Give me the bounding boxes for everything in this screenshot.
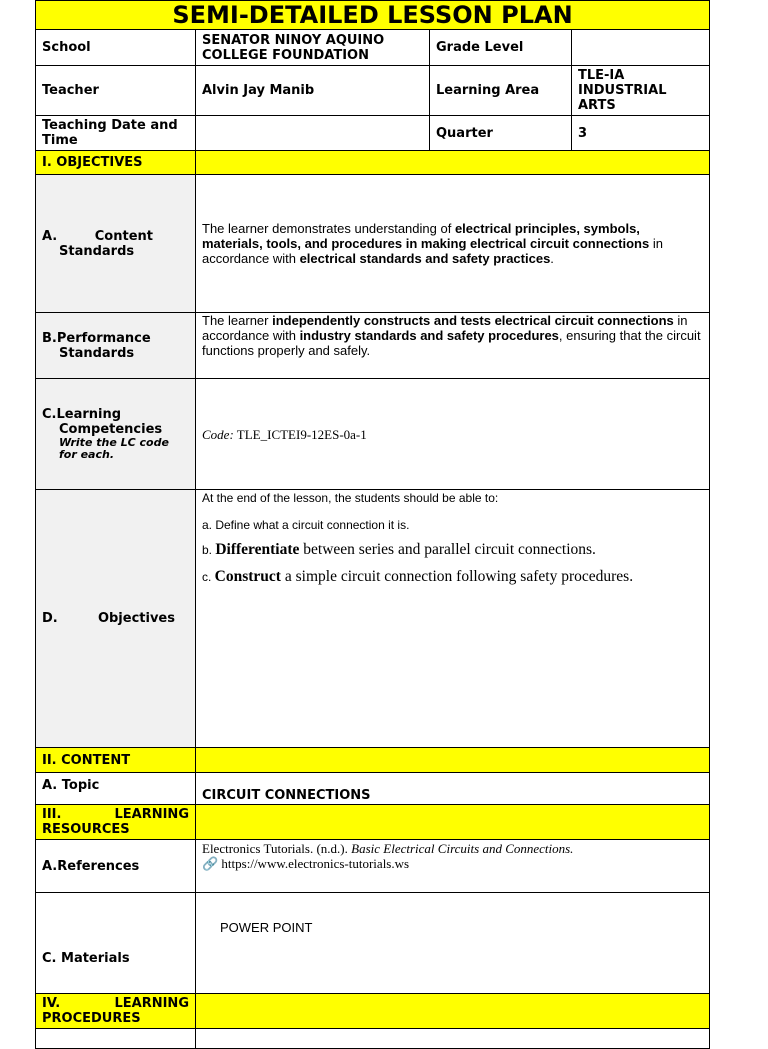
materials-value: POWER POINT xyxy=(196,893,710,994)
learning-area-label: Learning Area xyxy=(430,66,572,116)
objectives-intro: At the end of the lesson, the students should be able to: xyxy=(202,491,499,505)
school-value: SENATOR NINOY AQUINO COLLEGE FOUNDATION xyxy=(196,30,430,66)
teaching-date-value xyxy=(196,116,430,151)
quarter-label: Quarter xyxy=(430,116,572,151)
objective-c: c. Construct a simple circuit connection following safety procedures. xyxy=(202,568,634,585)
lesson-plan-table xyxy=(35,0,710,1049)
resources-heading-fill xyxy=(196,805,710,840)
references-text: Electronics Tutorials. (n.d.). Basic Electrical Circuits and Connections. 🔗 https://www.electronics-tutorials.ws xyxy=(196,840,710,893)
teaching-date-label: Teaching Date and Time xyxy=(36,116,196,151)
objective-a: a. Define what a circuit connection it is. xyxy=(202,518,410,532)
learning-competencies-code: Code: TLE_ICTEI9-12ES-0a-1 xyxy=(196,379,710,490)
references-label: A.References xyxy=(36,840,196,893)
content-heading-fill xyxy=(196,748,710,773)
learning-area-value: TLE-IA INDUSTRIAL ARTS xyxy=(572,66,710,116)
lc-code-note: Write the LC code for each. xyxy=(59,436,169,461)
objectives-heading: I. OBJECTIVES xyxy=(36,151,196,175)
topic-label: A. Topic xyxy=(36,773,196,805)
procedures-row-label xyxy=(36,1029,196,1049)
performance-standards-label: B.Performance Standards xyxy=(36,313,196,379)
teacher-value: Alvin Jay Manib xyxy=(196,66,430,116)
procedures-row-value xyxy=(196,1029,710,1049)
page-title: SEMI-DETAILED LESSON PLAN xyxy=(36,1,710,30)
reference-link[interactable]: 🔗 https://www.electronics-tutorials.ws xyxy=(202,856,410,871)
content-standards-label: A. Content Standards xyxy=(36,175,196,313)
materials-label: C. Materials xyxy=(36,893,196,994)
resources-heading: III. LEARNING RESOURCES xyxy=(36,805,196,840)
procedures-heading: IV. LEARNING PROCEDURES xyxy=(36,994,196,1029)
learning-competencies-label: C.Learning Competencies Write the LC code for each. xyxy=(36,379,196,490)
school-label: School xyxy=(36,30,196,66)
content-heading: II. CONTENT xyxy=(36,748,196,773)
teacher-label: Teacher xyxy=(36,66,196,116)
quarter-value: 3 xyxy=(572,116,710,151)
procedures-heading-fill xyxy=(196,994,710,1029)
content-standards-text: The learner demonstrates understanding of electrical principles, symbols, materials, tools, and procedures in making electrical circuit connections in accordance with electrical standards and safety practices. xyxy=(196,175,710,313)
objective-b: b. Differentiate between series and parallel circuit connections. xyxy=(202,541,596,558)
grade-level-label: Grade Level xyxy=(430,30,572,66)
objectives-heading-fill xyxy=(196,151,710,175)
topic-value: CIRCUIT CONNECTIONS xyxy=(196,773,710,805)
objectives-label: D. Objectives xyxy=(36,490,196,748)
grade-level-value xyxy=(572,30,710,66)
performance-standards-text: The learner independently constructs and tests electrical circuit connections in accordance with industry standards and safety procedures, ensuring that the circuit functions properly and safely. xyxy=(196,313,710,379)
objectives-text xyxy=(196,490,710,748)
